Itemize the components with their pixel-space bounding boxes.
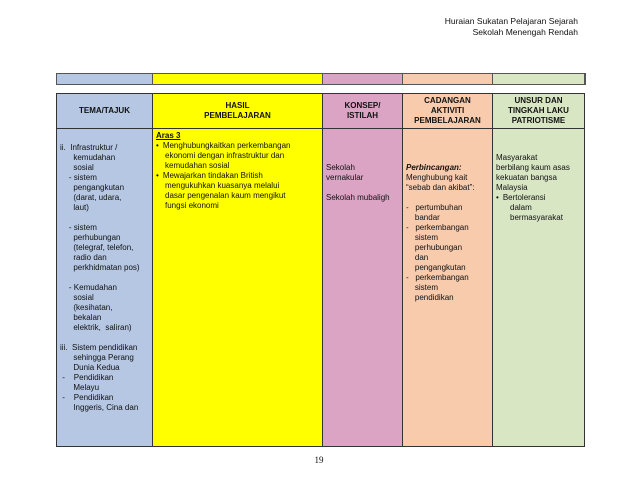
header-subtitle: Sekolah Menengah Rendah: [472, 27, 578, 37]
header-unsur: UNSUR DAN TINGKAH LAKU PATRIOTISME: [493, 94, 585, 129]
table-header-row: [57, 94, 585, 129]
unsur-cell: Masyarakat berbilang kaum asas kekuatan bangsa Malaysia • Bertoleransi dalam bermasyarakat: [493, 129, 585, 447]
table-row: [57, 129, 585, 447]
strip-cell-5: [493, 74, 585, 84]
activity-title: Perbincangan:: [406, 163, 462, 172]
cadangan-cell: Perbincangan: Menghubung kait “sebab dan akibat”: - pertumbuhan bandar - perkembangan sistem perhubungan dan pengangkutan - perkembangan sistem pendidikan: [403, 129, 493, 447]
strip-cell-3: [323, 74, 403, 84]
document-header: [445, 16, 578, 38]
hasil-cell: Aras 3 • Menghubungkaitkan perkembangan ekonomi dengan infrastruktur dan kemudahan sosial • Mewajarkan tindakan British mengukuhkan kuasanya melalui dasar pengenalan kaum mengikut fungsi ekonomi: [153, 129, 323, 447]
level-label: Aras 3: [156, 131, 181, 140]
color-legend-strip: [56, 73, 586, 85]
header-tema: TEMA/TAJUK: [57, 94, 153, 129]
strip-cell-4: [403, 74, 493, 84]
header-hasil: HASIL PEMBELAJARAN: [153, 94, 323, 129]
header-cadangan: CADANGAN AKTIVITI PEMBELAJARAN: [403, 94, 493, 129]
header-title: Huraian Sukatan Pelajaran Sejarah: [444, 16, 578, 26]
page-number: 19: [314, 455, 324, 465]
header-konsep: KONSEP/ ISTILAH: [323, 94, 403, 129]
strip-cell-2: [153, 74, 323, 84]
konsep-cell: Sekolah vernakular Sekolah mubaligh: [323, 129, 403, 447]
strip-cell-1: [57, 74, 153, 84]
syllabus-table: [56, 93, 585, 447]
tema-cell: ii. Infrastruktur / kemudahan sosial - sistem pengangkutan (darat, udara, laut) - sistem perhubungan (telegraf, telefon, radio dan perkhidmatan pos) - Kemudahan sosial (kesihatan, bekalan elektrik, saliran) iii. Sistem pendidikan sehingga Perang Dunia Kedua - Pendidikan Melayu - Pendidikan Inggeris, Cina dan: [57, 129, 153, 447]
